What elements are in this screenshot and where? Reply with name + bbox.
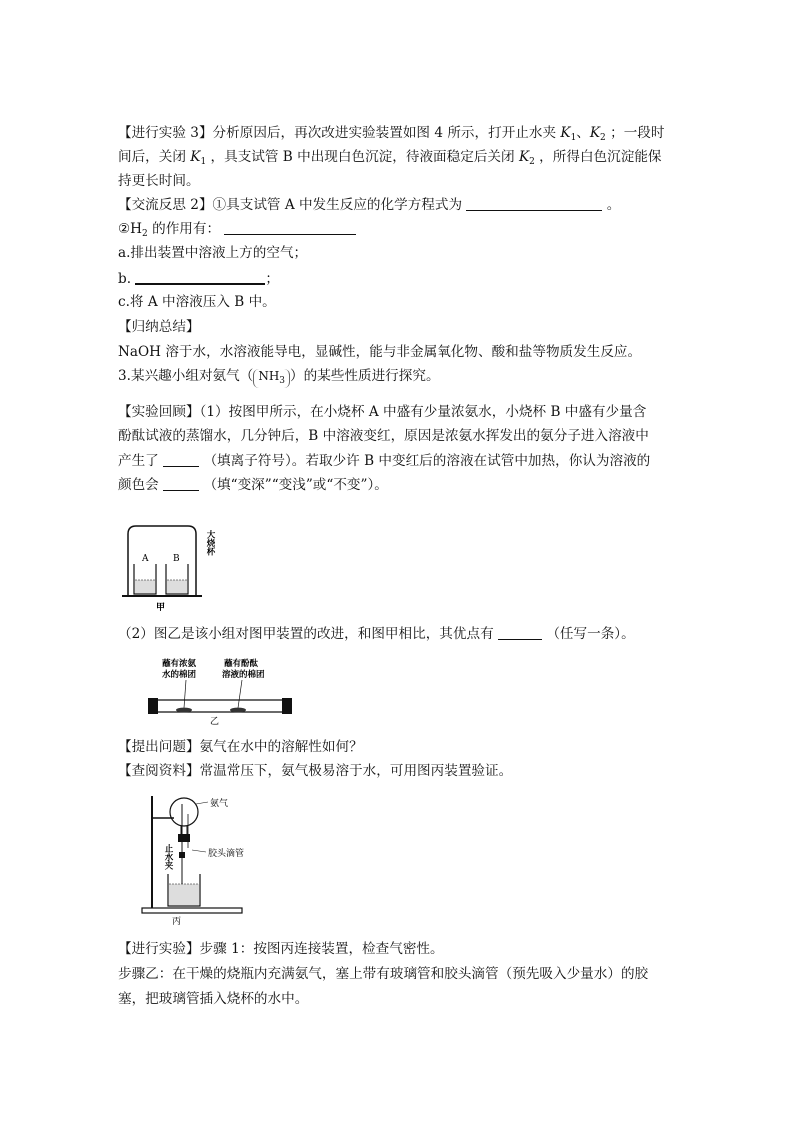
text: 酚酞试液的蒸馏水，几分钟后，B 中溶液变红，原因是浓氨水挥发出的氨分子进入溶液中 — [118, 428, 649, 444]
text: ，所得白色沉淀能保 — [539, 149, 662, 165]
symbol-k: K — [589, 125, 601, 141]
text: ②H — [118, 221, 143, 237]
cotton-ball-left — [176, 708, 192, 713]
text: ）的某些性质进行探究。 — [290, 368, 440, 384]
text-line — [118, 427, 649, 445]
text-line — [118, 124, 664, 147]
subscript: 2 — [529, 157, 535, 167]
text: （填离子符号）。若取少许 B 中变红后的溶液在试管中加热，你认为溶液的 — [203, 453, 651, 469]
text-line — [118, 220, 356, 243]
symbol-k: K — [560, 125, 571, 141]
cotton-ball-right — [230, 708, 246, 713]
text-line — [118, 762, 512, 780]
answer-blank[interactable] — [224, 220, 356, 235]
formula-nh3: $NH_3$ — [253, 369, 290, 388]
text: ，具支试管 B 中出现白色沉淀，待液面稳定后关闭 — [210, 149, 515, 165]
text-line — [118, 965, 648, 983]
answer-blank[interactable] — [466, 196, 602, 211]
label-left-1: 蘸有浓氨 — [162, 659, 197, 669]
text: 颜色会 — [118, 477, 159, 493]
text: 的作用有： — [152, 221, 221, 237]
text: ；一段时 — [610, 125, 665, 141]
text-line — [118, 403, 646, 421]
label-a: A — [142, 554, 149, 564]
label-big-beaker: 大烧杯 — [205, 530, 215, 556]
clamp — [179, 852, 185, 858]
symbol-k: K — [518, 149, 530, 165]
text: ； — [265, 271, 279, 287]
subscript: 2 — [600, 133, 606, 143]
text: 【查阅资料】常温常压下，氨气极易溶于水，可用图丙装置验证。 — [118, 763, 513, 779]
text-line — [118, 148, 662, 171]
figure-caption: 丙 — [172, 917, 182, 927]
figure-jia — [118, 516, 224, 614]
label-left-2: 水的棉团 — [162, 670, 197, 680]
label-right-2: 溶液的棉团 — [222, 670, 265, 680]
liquid-a — [135, 580, 155, 593]
figure-bing — [138, 792, 278, 928]
text: 、 — [576, 125, 590, 141]
text: c.将 A 中溶液压入 B 中。 — [118, 294, 276, 310]
text: 【归纳总结】 — [118, 319, 200, 335]
water — [169, 884, 199, 905]
label-b: B — [173, 554, 180, 564]
text-line — [118, 172, 200, 190]
text-line — [118, 343, 641, 361]
answer-blank[interactable] — [163, 476, 199, 491]
text: 持更长时间。 — [118, 173, 200, 189]
text: b. — [118, 271, 132, 287]
text: 间后，关闭 — [118, 149, 186, 165]
text-line — [118, 293, 276, 311]
text: NaOH 溶于水，水溶液能导电，显碱性，能与非金属氧化物、酸和盐等物质发生反应。 — [118, 344, 642, 360]
text-line — [118, 990, 308, 1008]
text: （2）图乙是该小组对图甲装置的改进，和图甲相比，其优点有 — [118, 626, 494, 642]
section-heading — [118, 318, 200, 336]
answer-blank[interactable] — [135, 269, 265, 285]
answer-blank[interactable] — [498, 625, 542, 640]
flask — [170, 798, 198, 826]
text: a.排出装置中溶液上方的空气； — [118, 245, 308, 261]
text-line — [118, 476, 388, 494]
text: 步骤乙：在干燥的烧瓶内充满氨气，塞上带有玻璃管和胶头滴管（预先吸入少量水）的胶 — [118, 966, 649, 982]
text: 产生了 — [118, 453, 159, 469]
figure-caption: 乙 — [210, 717, 220, 726]
text-line — [118, 269, 279, 288]
text: 【实验回顾】（1）按图甲所示，在小烧杯 A 中盛有少量浓氨水，小烧杯 B 中盛有少量含 — [118, 404, 647, 420]
label-dropper: 胶头滴管 — [208, 849, 245, 859]
label-gas: 氨气 — [210, 799, 229, 809]
text: 【提出问题】氨气在水中的溶解性如何？ — [118, 739, 363, 755]
text-line — [118, 625, 635, 643]
text: 3.某兴趣小组对氨气（ — [118, 368, 254, 384]
pointer — [184, 680, 186, 708]
text: （任写一条）。 — [546, 626, 635, 642]
text-line — [118, 738, 363, 756]
symbol-k: K — [190, 149, 201, 165]
text: （填“变深”“变浅”或“不变”）。 — [203, 477, 388, 493]
stand-base — [142, 908, 242, 913]
label-clamp: 止水夹 — [163, 844, 173, 870]
text: 。 — [606, 197, 621, 213]
subscript: 1 — [200, 157, 207, 167]
subscript: 1 — [570, 133, 577, 143]
text: 塞，把玻璃管插入烧杯的水中。 — [118, 991, 309, 1007]
stopper-left — [148, 698, 158, 714]
pointer — [238, 680, 242, 708]
liquid-b — [167, 580, 187, 593]
stopper-right — [282, 698, 292, 714]
answer-blank[interactable] — [163, 452, 199, 467]
figure-caption: 甲 — [156, 603, 166, 613]
text-line — [118, 196, 620, 214]
text-line — [118, 452, 650, 470]
subscript: 2 — [142, 229, 148, 239]
text: 【进行实验】步骤 1：按图丙连接装置，检查气密性。 — [118, 941, 444, 957]
text: 【交流反思 2】①具支试管 A 中发生反应的化学方程式为 — [118, 197, 463, 213]
figure-yi — [146, 656, 294, 726]
text: 【进行实验 3】分析原因后，再次改进实验装置如图 4 所示，打开止水夹 — [118, 125, 557, 141]
label-right-1: 蘸有酚酞 — [224, 659, 259, 669]
text-line — [118, 940, 444, 958]
text-line — [118, 244, 307, 262]
text-line — [118, 367, 440, 388]
